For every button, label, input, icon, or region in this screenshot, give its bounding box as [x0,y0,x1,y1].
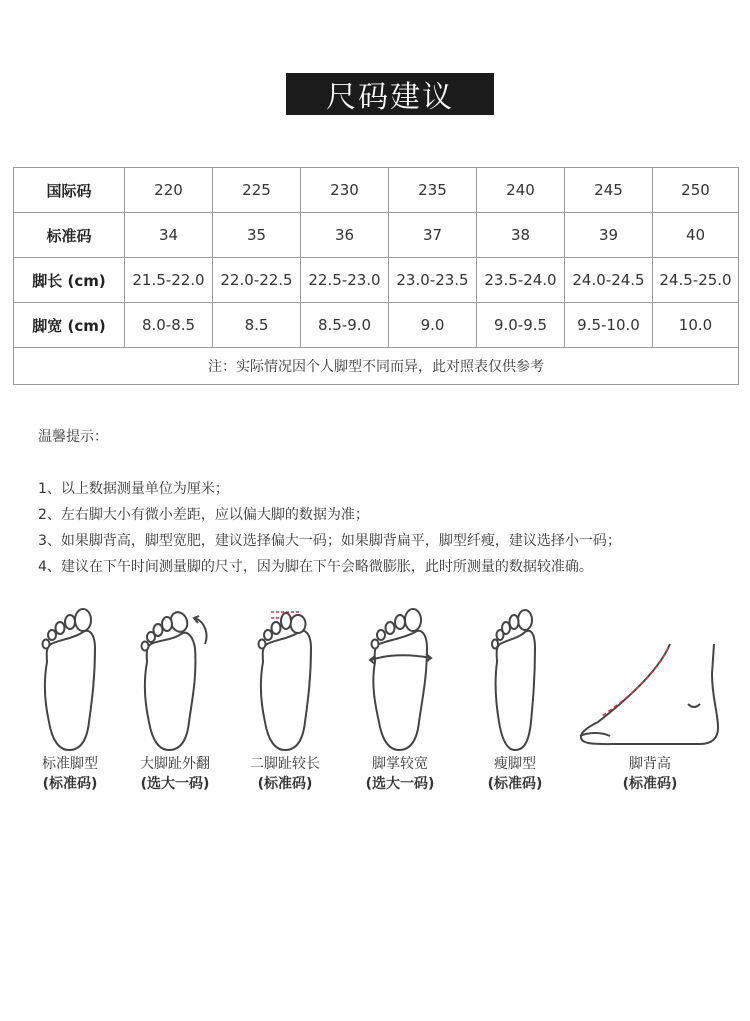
foot-type-guide [0,604,750,824]
wide-forefoot-icon [365,604,435,754]
foot-type-label: 二脚趾较长 [250,756,320,772]
table-row [14,213,739,258]
table-note: 注：实际情况因个人脚型不同而异，此对照表仅供参考 [14,348,739,385]
table-cell: 8.0-8.5 [125,303,213,348]
table-row [14,303,739,348]
table-cell: 36 [301,213,389,258]
row-header: 国际码 [14,168,125,213]
list-item: 4、建议在下午时间测量脚的尺寸，因为脚在下午会略微膨胀，此时所测量的数据较准确。 [38,559,593,575]
table-row [14,258,739,303]
table-row [14,348,739,385]
foot-type-item [245,604,325,794]
foot-type-item [360,604,440,794]
table-cell: 250 [653,168,739,213]
table-cell: 22.5-23.0 [301,258,389,303]
list-item: 1、以上数据测量单位为厘米； [38,481,229,497]
table-cell: 39 [565,213,653,258]
table-cell: 40 [653,213,739,258]
foot-type-advice: (标准码) [42,776,98,792]
table-cell: 23.5-24.0 [477,258,565,303]
row-header: 脚宽 (cm) [14,303,125,348]
foot-type-label: 瘦脚型 [494,756,536,772]
table-cell: 235 [389,168,477,213]
table-cell: 220 [125,168,213,213]
table-cell: 37 [389,213,477,258]
foot-type-advice: (标准码) [622,776,678,792]
table-cell: 9.5-10.0 [565,303,653,348]
foot-type-label: 脚背高 [629,756,671,772]
list-item: 2、左右脚大小有微小差距，应以偏大脚的数据为准； [38,507,369,523]
table-cell: 21.5-22.0 [125,258,213,303]
foot-type-label: 标准脚型 [42,756,98,772]
foot-type-item [30,604,110,794]
table-cell: 35 [213,213,301,258]
foot-type-item [130,604,220,794]
foot-type-label: 脚掌较宽 [372,756,428,772]
long-second-toe-icon [253,604,317,754]
standard-foot-icon [39,604,101,754]
row-header: 标准码 [14,213,125,258]
foot-type-advice: (选大一码) [365,776,435,792]
table-cell: 240 [477,168,565,213]
foot-type-item [480,604,550,794]
foot-type-item [570,604,730,794]
table-cell: 225 [213,168,301,213]
bunion-foot-icon [135,604,215,754]
list-item: 3、如果脚背高，脚型宽肥，建议选择偏大一码；如果脚背扁平，脚型纤瘦，建议选择小一码； [38,533,621,549]
foot-type-advice: (选大一码) [140,776,210,792]
foot-type-advice: (标准码) [257,776,313,792]
table-cell: 8.5-9.0 [301,303,389,348]
foot-type-advice: (标准码) [487,776,543,792]
table-cell: 245 [565,168,653,213]
size-chart-table [13,167,739,385]
table-cell: 24.0-24.5 [565,258,653,303]
tips-list [38,476,621,580]
table-cell: 8.5 [213,303,301,348]
high-instep-icon [572,604,728,754]
table-cell: 24.5-25.0 [653,258,739,303]
foot-type-label: 大脚趾外翻 [140,756,210,772]
page-title: 尺码建议 [286,73,494,115]
table-cell: 10.0 [653,303,739,348]
table-cell: 34 [125,213,213,258]
table-cell: 22.0-22.5 [213,258,301,303]
table-cell: 38 [477,213,565,258]
table-row [14,168,739,213]
slim-foot-icon [487,604,543,754]
row-header: 脚长 (cm) [14,258,125,303]
table-cell: 9.0 [389,303,477,348]
table-cell: 230 [301,168,389,213]
table-cell: 9.0-9.5 [477,303,565,348]
table-cell: 23.0-23.5 [389,258,477,303]
tips-title: 温馨提示： [38,429,108,445]
